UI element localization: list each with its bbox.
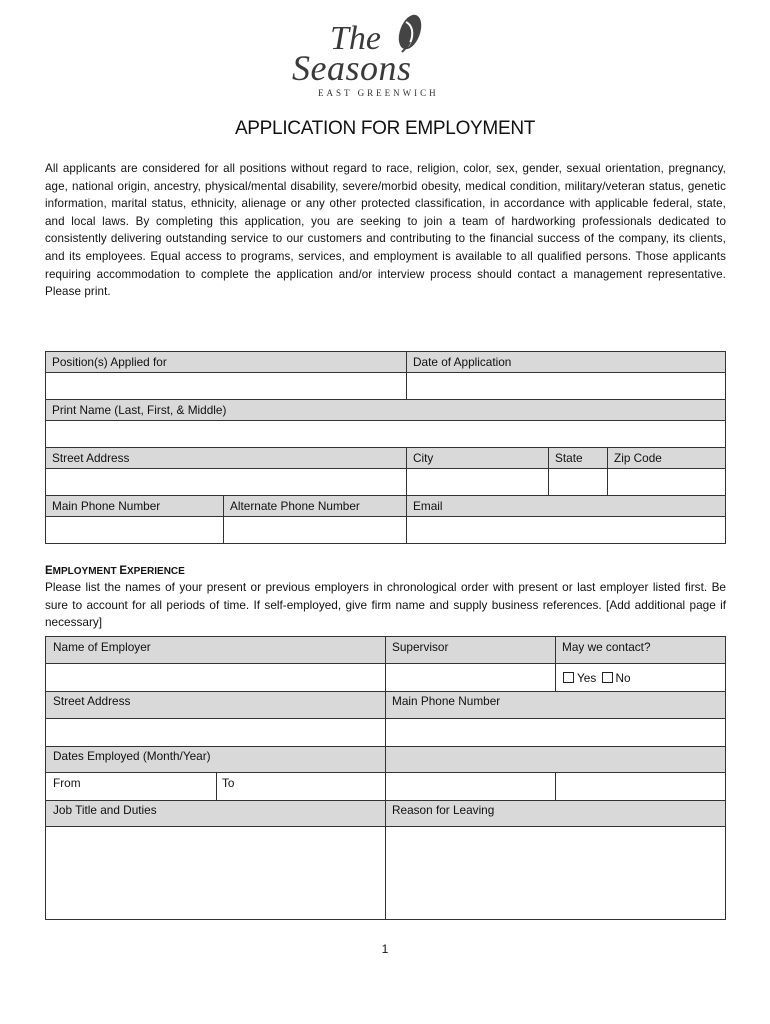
email-label: Email: [413, 499, 443, 513]
dates-label: Dates Employed (Month/Year): [53, 749, 211, 763]
may-contact-label: May we contact?: [562, 640, 651, 654]
name-label-cell: [45, 399, 726, 420]
supervisor-field[interactable]: [385, 663, 555, 691]
state-label: State: [555, 451, 583, 465]
position-field[interactable]: [45, 372, 406, 399]
job-title-label-cell: [45, 800, 385, 826]
heading-cap-e1: E: [45, 565, 53, 577]
city-field[interactable]: [406, 468, 548, 495]
employer-phone-field[interactable]: [385, 718, 726, 746]
heading-rest2: XPERIENCE: [127, 566, 185, 577]
employer-phone-label-cell: [385, 691, 726, 718]
from-cell[interactable]: [45, 772, 216, 800]
no-checkbox[interactable]: [602, 672, 613, 683]
position-label-cell: [45, 351, 406, 372]
state-label-cell: [548, 447, 607, 468]
supervisor-label-cell: [385, 636, 555, 663]
job-title-field[interactable]: [45, 826, 385, 920]
extra-field-2[interactable]: [555, 772, 726, 800]
position-label: Position(s) Applied for: [52, 355, 167, 369]
street-field[interactable]: [45, 468, 406, 495]
logo-seasons: Seasons: [292, 48, 412, 88]
dates-spacer-cell: [385, 746, 726, 772]
main-phone-field[interactable]: [45, 516, 223, 544]
employer-name-field[interactable]: [45, 663, 385, 691]
reason-field[interactable]: [385, 826, 726, 920]
email-label-cell: [406, 495, 726, 516]
to-label: To: [222, 776, 235, 790]
zip-label-cell: [607, 447, 726, 468]
main-phone-label: Main Phone Number: [52, 499, 161, 513]
from-label: From: [53, 776, 81, 790]
email-field[interactable]: [406, 516, 726, 544]
employer-name-label: Name of Employer: [53, 640, 151, 654]
heading-rest1: MPLOYMENT: [52, 566, 120, 577]
date-label-cell: [406, 351, 726, 372]
leaf-logo-icon: [390, 12, 426, 58]
yes-checkbox[interactable]: [563, 672, 574, 683]
zip-label: Zip Code: [614, 451, 662, 465]
employer-street-field[interactable]: [45, 718, 385, 746]
employment-heading: [45, 565, 185, 577]
date-label: Date of Application: [413, 355, 512, 369]
street-label: Street Address: [52, 451, 130, 465]
alt-phone-label: Alternate Phone Number: [230, 499, 360, 513]
main-phone-label-cell: [45, 495, 223, 516]
name-label: Print Name (Last, First, & Middle): [52, 403, 227, 417]
name-field[interactable]: [45, 420, 726, 447]
state-field[interactable]: [548, 468, 607, 495]
city-label: City: [413, 451, 434, 465]
may-contact-options: [555, 663, 726, 691]
contact-checkboxes: [563, 671, 631, 685]
no-label: No: [615, 671, 631, 685]
city-label-cell: [406, 447, 548, 468]
employer-name-label-cell: [45, 636, 385, 663]
page-number: 1: [381, 942, 389, 956]
page-title: APPLICATION FOR EMPLOYMENT: [234, 118, 536, 139]
supervisor-label: Supervisor: [392, 640, 449, 654]
intro-paragraph: All applicants are considered for all positions without regard to race, religion, color, sex, gender, sexual orientation, pregnancy, age, national origin, ancestry, physical/mental disability, severe/morbid obesity, medical condition, military/veteran status, genetic information, marital status, ethnicity, alienage or any other protected classification, in accordance with applicable federal, state, and local laws. By completing this application, you are seeking to join a team of hardworking professionals dedicated to consistently delivering outstanding service to our customers and contributing to the financial success of the company, its clients, and its employees. Equal access to programs, services, and employment is available to all qualified persons. Those applicants requiring accommodation to complete the application and/or interview process should contact a management representative. Please print.: [45, 162, 726, 299]
yes-label: Yes: [577, 671, 597, 685]
employer-street-label: Street Address: [53, 694, 131, 708]
job-title-label: Job Title and Duties: [53, 803, 157, 817]
date-field[interactable]: [406, 372, 726, 399]
street-label-cell: [45, 447, 406, 468]
zip-field[interactable]: [607, 468, 726, 495]
alt-phone-label-cell: [223, 495, 406, 516]
heading-cap-e2: E: [119, 565, 128, 577]
reason-label-cell: [385, 800, 726, 826]
logo-subtitle: EAST GREENWICH: [318, 88, 439, 98]
logo-the: The: [330, 20, 381, 57]
reason-label: Reason for Leaving: [392, 803, 495, 817]
to-cell[interactable]: [216, 772, 385, 800]
may-contact-label-cell: [555, 636, 726, 663]
employer-street-label-cell: [45, 691, 385, 718]
dates-label-cell: [45, 746, 385, 772]
employer-phone-label: Main Phone Number: [392, 694, 501, 708]
employment-instructions: Please list the names of your present or previous employers in chronological order with present or last employer listed first. Be sure to account for all periods of time. If self-employed, give firm name and supply business references. [Add additional page if necessary]: [45, 580, 726, 629]
alt-phone-field[interactable]: [223, 516, 406, 544]
extra-field-1[interactable]: [385, 772, 555, 800]
